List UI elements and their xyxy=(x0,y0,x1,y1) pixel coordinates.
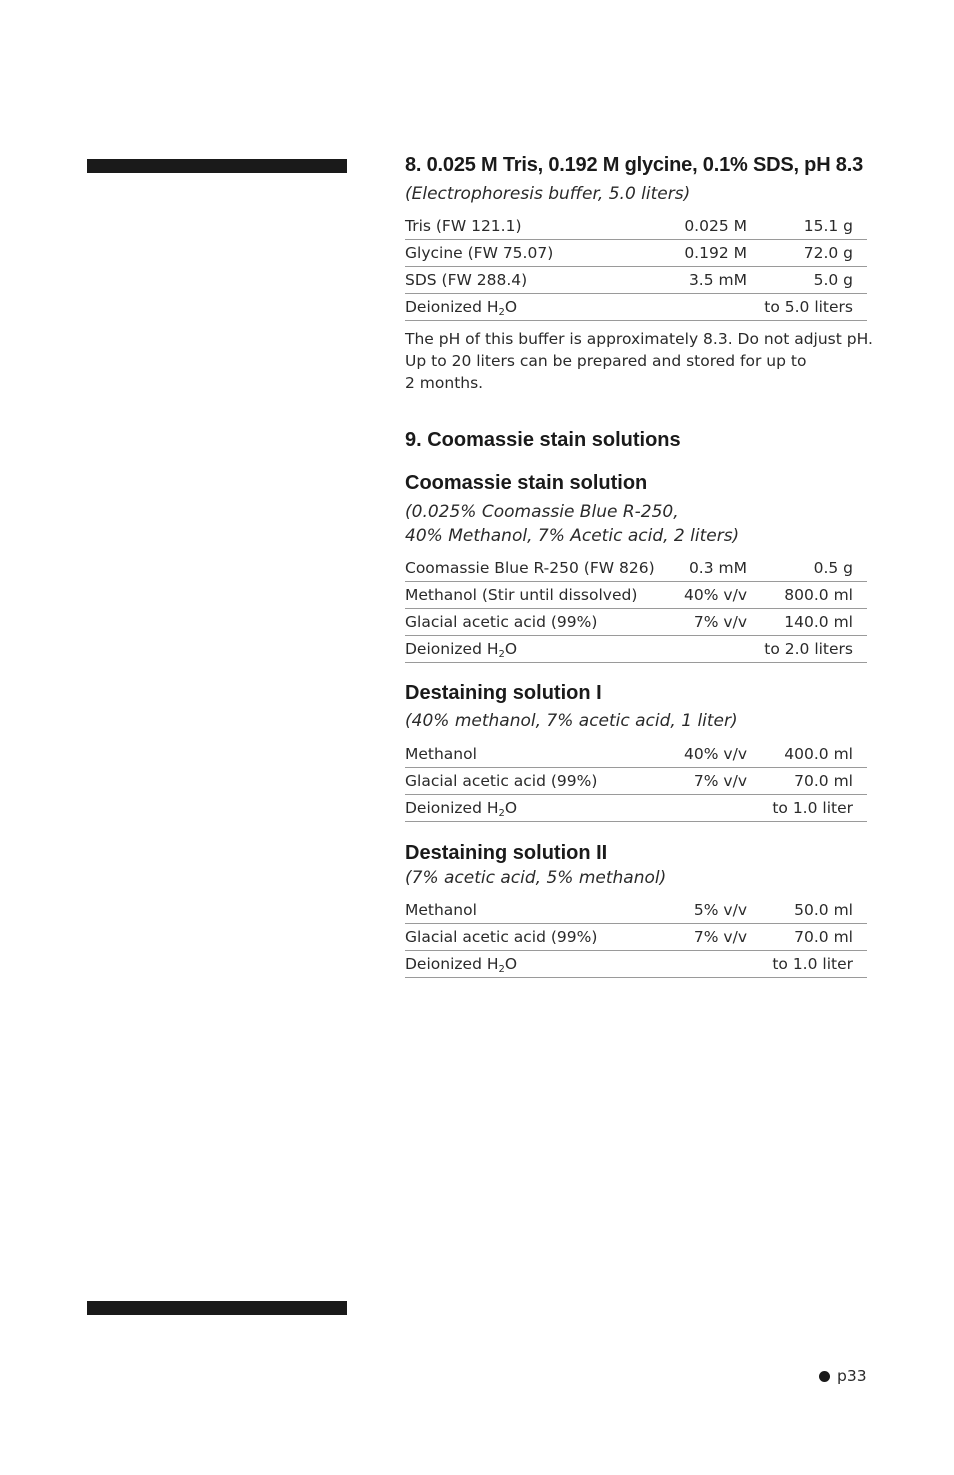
component-concentration: 7% v/v xyxy=(671,768,753,795)
component-amount: to 1.0 liter xyxy=(753,951,867,978)
component-name: Methanol (Stir until dissolved) xyxy=(405,582,671,609)
page-number: p33 xyxy=(837,1367,867,1385)
component-amount: 0.5 g xyxy=(753,555,867,582)
component-amount: 50.0 ml xyxy=(753,897,867,924)
component-amount: 72.0 g xyxy=(753,240,867,267)
destain-1-title: Destaining solution I xyxy=(405,682,602,704)
component-concentration xyxy=(671,795,753,822)
stain-solution-title: Coomassie stain solution xyxy=(405,472,648,494)
decorative-bar-top xyxy=(87,159,347,173)
table-row xyxy=(405,609,867,636)
section-9-heading: 9. Coomassie stain solutions xyxy=(405,429,681,451)
component-concentration: 5% v/v xyxy=(671,897,753,924)
table-row xyxy=(405,240,867,267)
component-concentration: 0.025 M xyxy=(671,213,753,240)
component-amount: 70.0 ml xyxy=(753,924,867,951)
table-row xyxy=(405,924,867,951)
table-row xyxy=(405,795,867,822)
table-row xyxy=(405,951,867,978)
component-concentration: 40% v/v xyxy=(671,741,753,768)
destain-1-subtitle: (40% methanol, 7% acetic acid, 1 liter) xyxy=(405,711,738,731)
component-concentration xyxy=(671,294,753,321)
table-row xyxy=(405,267,867,294)
table-row xyxy=(405,741,867,768)
component-name: Methanol xyxy=(405,897,671,924)
component-amount: 400.0 ml xyxy=(753,741,867,768)
component-amount: 140.0 ml xyxy=(753,609,867,636)
section-8-heading: 8. 0.025 M Tris, 0.192 M glycine, 0.1% SDS, pH 8.3 xyxy=(405,154,863,176)
component-name: Deionized $H_2O$ xyxy=(405,951,671,978)
component-amount: 800.0 ml xyxy=(753,582,867,609)
page-footer xyxy=(819,1367,867,1385)
component-amount: 70.0 ml xyxy=(753,768,867,795)
table-row xyxy=(405,582,867,609)
component-name: Glacial acetic acid (99%) xyxy=(405,768,671,795)
component-concentration: 0.192 M xyxy=(671,240,753,267)
component-concentration xyxy=(671,636,753,663)
component-name: Methanol xyxy=(405,741,671,768)
stain-table xyxy=(405,555,867,663)
component-name: Deionized $H_2O$ xyxy=(405,795,671,822)
table-row xyxy=(405,768,867,795)
destain-2-subtitle: (7% acetic acid, 5% methanol) xyxy=(405,868,667,888)
component-amount: to 1.0 liter xyxy=(753,795,867,822)
component-amount: 15.1 g xyxy=(753,213,867,240)
destain-2-title: Destaining solution II xyxy=(405,842,608,864)
table-row xyxy=(405,636,867,663)
buffer-table xyxy=(405,213,867,321)
component-concentration: 40% v/v xyxy=(671,582,753,609)
buffer-note: The pH of this buffer is approximately 8.3. Do not adjust pH. Up to 20 liters can be prepared and stored for up to 2 months. xyxy=(405,330,873,392)
component-name: Glycine (FW 75.07) xyxy=(405,240,671,267)
component-amount: to 5.0 liters xyxy=(753,294,867,321)
component-concentration xyxy=(671,951,753,978)
component-name: Deionized $H_2O$ xyxy=(405,636,671,663)
destain-2-table xyxy=(405,897,867,978)
section-8-subtitle: (Electrophoresis buffer, 5.0 liters) xyxy=(405,184,691,204)
stain-solution-subtitle: (0.025% Coomassie Blue R-250, 40% Methanol, 7% Acetic acid, 2 liters) xyxy=(405,502,740,546)
destain-1-table xyxy=(405,741,867,822)
component-name: Glacial acetic acid (99%) xyxy=(405,924,671,951)
component-name: Deionized $H_2O$ xyxy=(405,294,671,321)
table-row xyxy=(405,294,867,321)
bullet-icon xyxy=(819,1371,830,1382)
component-name: Glacial acetic acid (99%) xyxy=(405,609,671,636)
table-row xyxy=(405,555,867,582)
component-amount: 5.0 g xyxy=(753,267,867,294)
component-concentration: 7% v/v xyxy=(671,924,753,951)
component-concentration: 0.3 mM xyxy=(671,555,753,582)
table-row xyxy=(405,213,867,240)
decorative-bar-bottom xyxy=(87,1301,347,1315)
component-concentration: 7% v/v xyxy=(671,609,753,636)
table-row xyxy=(405,897,867,924)
component-name: Coomassie Blue R-250 (FW 826) xyxy=(405,555,671,582)
component-name: Tris (FW 121.1) xyxy=(405,213,671,240)
component-name: SDS (FW 288.4) xyxy=(405,267,671,294)
component-concentration: 3.5 mM xyxy=(671,267,753,294)
component-amount: to 2.0 liters xyxy=(753,636,867,663)
